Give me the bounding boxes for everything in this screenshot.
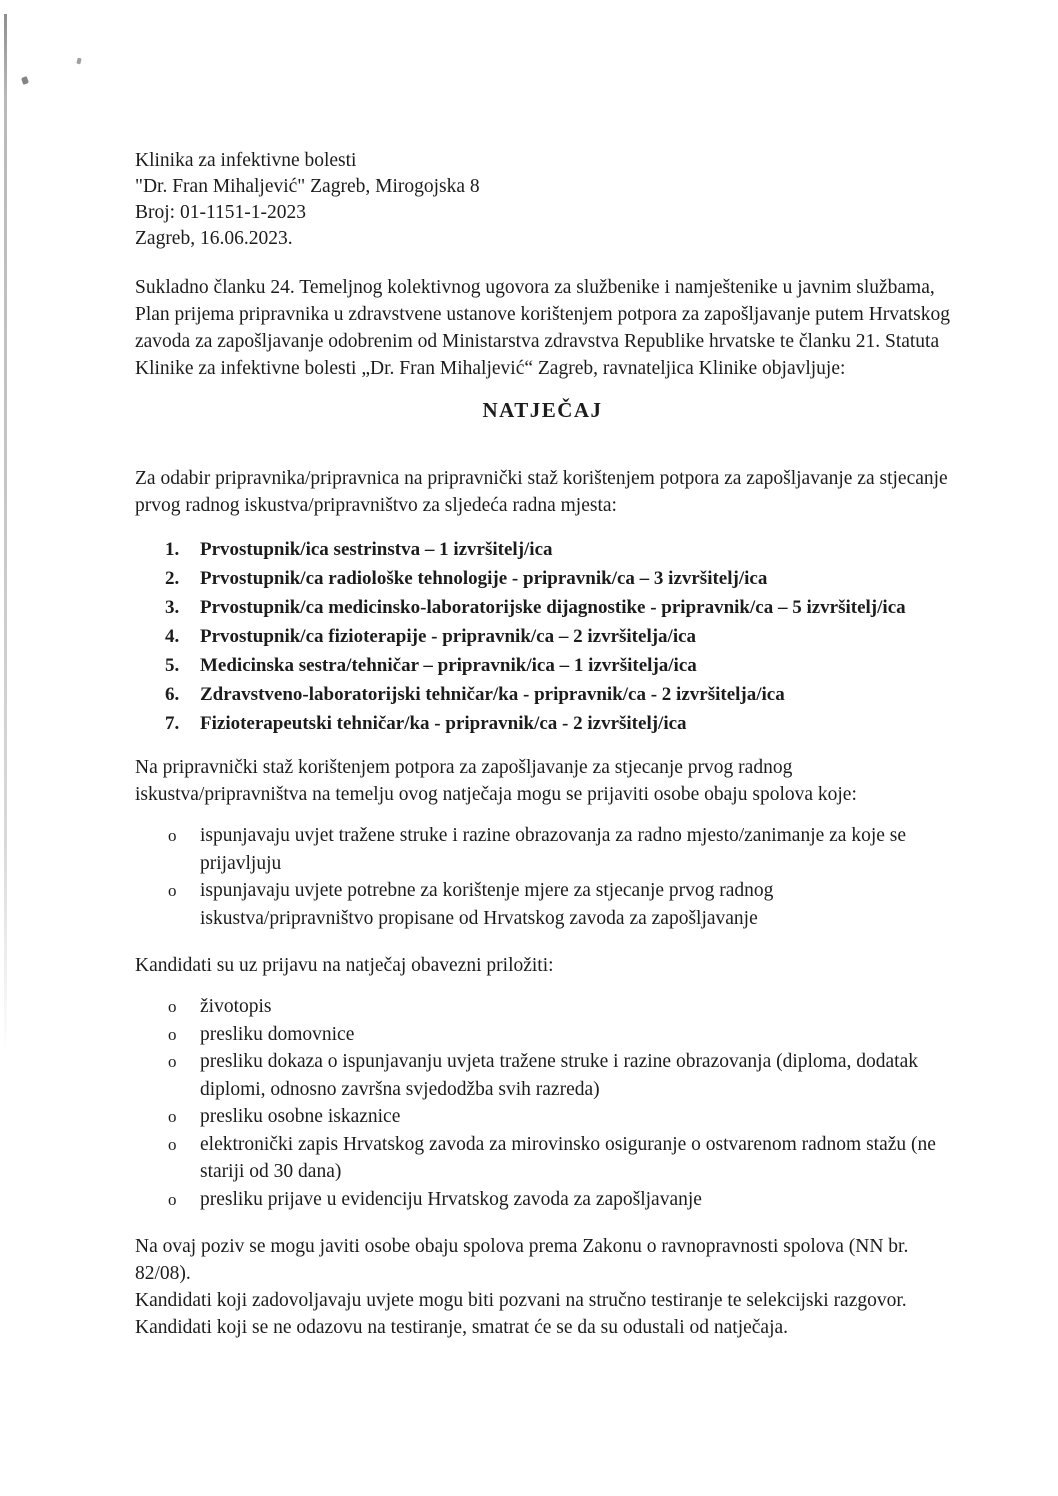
letterhead-reference-number: Broj: 01-1151-1-2023 — [135, 202, 306, 223]
bullet-item — [168, 1048, 950, 1103]
scan-speck — [76, 58, 81, 65]
position-text: Medicinska sestra/tehničar – pripravnik/ica – 1 izvršitelja/ica — [200, 655, 697, 676]
bullet-text: ispunjavaju uvjete potrebne za korištenje mjere za stjecanje prvog radnog iskustva/pripravništvo propisane od Hrvatskog zavoda za zapošljavanje — [200, 880, 774, 929]
bullet-marker: o — [168, 826, 177, 845]
position-number: 7. — [165, 713, 180, 734]
eligibility-paragraph: Na pripravnički staž korištenjem potpora za zapošljavanje za stjecanje prvog radnog iskustva/pripravništva na temelju ovog natječaja mogu se prijaviti osobe obaju spolova koje: — [135, 757, 857, 805]
positions-list — [135, 536, 950, 738]
bullet-text: presliku osobne iskaznice — [200, 1106, 401, 1127]
bullet-text: presliku dokaza o ispunjavanju uvjeta tražene struke i razine obrazovanja (diploma, dodatak diplomi, odnosno završna svjedodžba svih razreda) — [200, 1051, 918, 1100]
letterhead-date: Zagreb, 16.06.2023. — [135, 228, 293, 249]
closing-paragraph-testing: Kandidati koji zadovoljavaju uvjete mogu biti pozvani na stručno testiranje te selekcijski razgovor. — [135, 1290, 907, 1311]
eligibility-list — [135, 822, 950, 932]
bullet-marker: o — [168, 1107, 177, 1126]
documents-list — [135, 993, 950, 1213]
bullet-marker: o — [168, 997, 177, 1016]
bullet-marker: o — [168, 881, 177, 900]
competition-title: NATJEČAJ — [482, 398, 603, 422]
position-number: 2. — [165, 568, 180, 589]
bullet-item — [168, 1131, 950, 1186]
position-text: Prvostupnik/ica sestrinstva – 1 izvršitelj/ica — [200, 539, 553, 560]
position-text: Prvostupnik/ca radiološke tehnologije - pripravnik/ca – 3 izvršitelj/ica — [200, 568, 768, 589]
position-text: Prvostupnik/ca medicinsko-laboratorijske dijagnostike - pripravnik/ca – 5 izvršitelj/ica — [200, 597, 906, 618]
bullet-marker: o — [168, 1024, 177, 1044]
position-number: 3. — [165, 597, 180, 618]
position-item — [165, 623, 950, 651]
bullet-text: presliku domovnice — [200, 1023, 355, 1045]
position-text: Zdravstveno-laboratorijski tehničar/ka - pripravnik/ca - 2 izvršitelja/ica — [200, 684, 785, 705]
position-number: 4. — [165, 626, 180, 647]
bullet-item — [168, 877, 950, 932]
position-item — [165, 594, 950, 622]
position-number: 1. — [165, 539, 180, 560]
letterhead-institution: Klinika za infektivne bolesti — [135, 150, 357, 171]
position-number: 5. — [165, 655, 180, 676]
bullet-item — [168, 993, 950, 1021]
position-text: Fizioterapeutski tehničar/ka - pripravnik/ca - 2 izvršitelj/ica — [200, 713, 687, 734]
letterhead — [135, 148, 950, 252]
closing-paragraph-equality: Na ovaj poziv se mogu javiti osobe obaju spolova prema Zakonu o ravnopravnosti spolova (NN br. 82/08). — [135, 1236, 909, 1284]
bullet-item — [168, 1103, 950, 1131]
closing-paragraph-noshow: Kandidati koji se ne odazovu na testiranje, smatrat će se da su odustali od natječaja. — [135, 1317, 789, 1338]
bullet-item — [168, 1186, 950, 1214]
position-item — [165, 536, 950, 564]
scan-speck — [21, 76, 29, 85]
closing-section — [135, 1233, 950, 1341]
bullet-item — [168, 822, 950, 877]
bullet-text: presliku prijave u evidenciju Hrvatskog zavoda za zapošljavanje — [200, 1188, 702, 1210]
position-item — [165, 565, 950, 593]
bullet-text: životopis — [200, 996, 272, 1017]
intro-paragraph: Sukladno članku 24. Temeljnog kolektivnog ugovora za službenike i namještenike u javnim službama, Plan prijema pripravnika u zdravstvene ustanove korištenjem potpora za zapošljavanje putem Hrvatskog zavoda za zapošljavanje odobrenim od Ministarstva zdravstva Republike hrvatske te članku 21. Statuta Klinike za infektivne bolesti „Dr. Fran Mihaljević“ Zagreb, ravnateljica Klinike objavljuje: — [135, 277, 950, 379]
bullet-marker: o — [168, 1189, 177, 1209]
bullet-item — [168, 1021, 950, 1049]
bullet-text: ispunjavaju uvjet tražene struke i razine obrazovanja za radno mjesto/zanimanje za koje se prijavljuju — [200, 825, 907, 874]
position-item — [165, 710, 950, 738]
bullet-marker: o — [168, 1052, 177, 1071]
bullet-marker: o — [168, 1134, 177, 1154]
bullet-text: elektronički zapis Hrvatskog zavoda za mirovinsko osiguranje o ostvarenom radnom stažu (ne stariji od 30 dana) — [200, 1133, 936, 1182]
position-text: Prvostupnik/ca fizioterapije - pripravnik/ca – 2 izvršitelja/ica — [200, 626, 697, 647]
position-item — [165, 652, 950, 680]
position-item — [165, 681, 950, 709]
documents-intro: Kandidati su uz prijavu na natječaj obavezni priložiti: — [135, 955, 554, 976]
lead-paragraph: Za odabir pripravnika/pripravnica na pripravnički staž korištenjem potpora za zapošljavanje za stjecanje prvog radnog iskustva/pripravništvo za sljedeća radna mjesta: — [135, 468, 948, 516]
scan-edge-line — [4, 14, 7, 1054]
letterhead-address: "Dr. Fran Mihaljević" Zagreb, Mirogojska 8 — [135, 176, 480, 197]
position-number: 6. — [165, 684, 180, 705]
